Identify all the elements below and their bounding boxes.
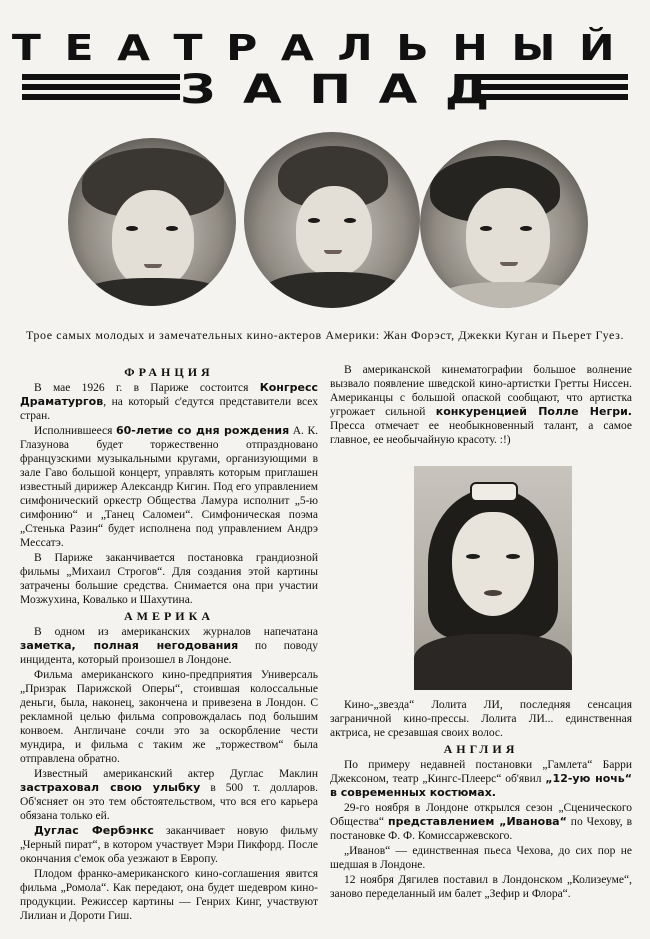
masthead-title-line1: ТЕАТРАЛЬНЫЙ — [1, 32, 650, 66]
paragraph: Плодом франко-американского кино-соглашения явится фильма „Ромола“. Как передают, она будет шедевром кино-продукции. Режиссер картины — Генрих Кинг, участвуют Лилиан и Дороти Гиш. — [20, 868, 318, 922]
paragraph: По примеру недавней постановки „Гамлета“ Барри Джексоном, театр „Кингс-Плеерс“ об'явил „12-ую ночь“ в современных костюмах. — [330, 759, 632, 799]
portraits-caption: Трое самых молодых и замечательных кино-актеров Америки: Жан Форэст, Джекки Куган и Пьерет Гуез. — [25, 328, 625, 342]
paragraph: Известный американский актер Дуглас Маклин застраховал свою улыбку в 500 т. долларов. Об'ясняет он это тем обстоятельством, что вся его карьера обязана только ей. — [20, 768, 318, 822]
paragraph: В американской кинематографии большое волнение вызвало появление шведской кино-артистки Гретты Ниссен. Американцы с большой опаской сообщают, что артистка угрожает сильной конкуренцией Полле Негри. Пресса отмечает ее необыкновенный талант, а самое главное, ее необычайную красоту. :!) — [330, 364, 632, 446]
photo-lolita-lee — [414, 466, 572, 690]
heading-england: АНГЛИЯ — [443, 742, 519, 756]
left-column — [20, 363, 318, 924]
photo-caption: Кино-„звезда“ Лолита ЛИ, последняя сенсация заграничной кино-прессы. Лолита ЛИ... единственная актриса, не срезавшая своих волос. — [330, 699, 632, 739]
paragraph: Дуглас Фербэнкс заканчивает новую фильму „Черный пират“, в котором участвует Мэри Пикфорд. После окончания с'емок оба уезжают в Европу. — [20, 824, 318, 865]
paragraph: В Париже заканчивается постановка грандиозной фильмы „Михаил Строгов“. Для создания этой картины затрачены большие средства. Снимается она при участии Мозжухина, Ковалько и Шахутина. — [20, 552, 318, 606]
right-column-bottom — [330, 698, 632, 902]
masthead — [11, 28, 639, 113]
paragraph: 29-го ноября в Лондоне открылся сезон „Сценического Общества“ представлением „Иванова“ по Чехову, в постановке Ф. Ф. Комиссаржевского. — [330, 802, 632, 842]
portrait-jean-forest — [68, 138, 236, 306]
heading-france: ФРАНЦИЯ — [124, 365, 214, 379]
portrait-pierrette-guez — [420, 140, 588, 308]
paragraph: 12 ноября Дягилев поставил в Лондонском „Колизеуме“, заново переделанный им балет „Зефир и Флора“. — [330, 874, 632, 900]
right-column-top — [330, 363, 632, 448]
paragraph: „Иванов“ — единственная пьеса Чехова, до сих пор не шедшая в Лондоне. — [330, 845, 632, 871]
heading-america: АМЕРИКА — [123, 609, 215, 623]
paragraph: Фильма американского кино-предприятия Универсаль „Призрак Парижской Оперы“, стоившая колоссальные деньги, была, наконец, закончена и привезена в Лондон. С рекламной целью фильма сопровождалась под большим конвоем. Англичане сочли это за оскорбление чести мундира, и фильма с таким же „торжеством“ была отправлена обратно. — [20, 669, 318, 765]
paragraph: В мае 1926 г. в Париже состоится Конгресс Драматургов, на который с'едутся представители всех стран. — [20, 381, 318, 422]
masthead-title-line2: ЗАПАД — [180, 67, 517, 113]
paragraph: Исполнившееся 60-летие со дня рождения А. К. Глазунова будет торжественно отпраздновано французскими музыкальными кругами, организующими в зале Гаво большой концерт, управлять которым приглашен известный дирижер Александр Кигин. Под его управлением симфонический оркестр Общества Ламура исполнит „5-ю симфонию“ и „Танец Саломеи“. Симфоническая поэма „Стенька Разин“ будет исполнена под управлением Андрэ Мессатэ. — [20, 424, 319, 549]
paragraph: В одном из американских журналов напечатана заметка, полная негодования по поводу инцидента, который произошел в Лондоне. — [20, 626, 318, 666]
portrait-jackie-coogan — [244, 132, 420, 308]
